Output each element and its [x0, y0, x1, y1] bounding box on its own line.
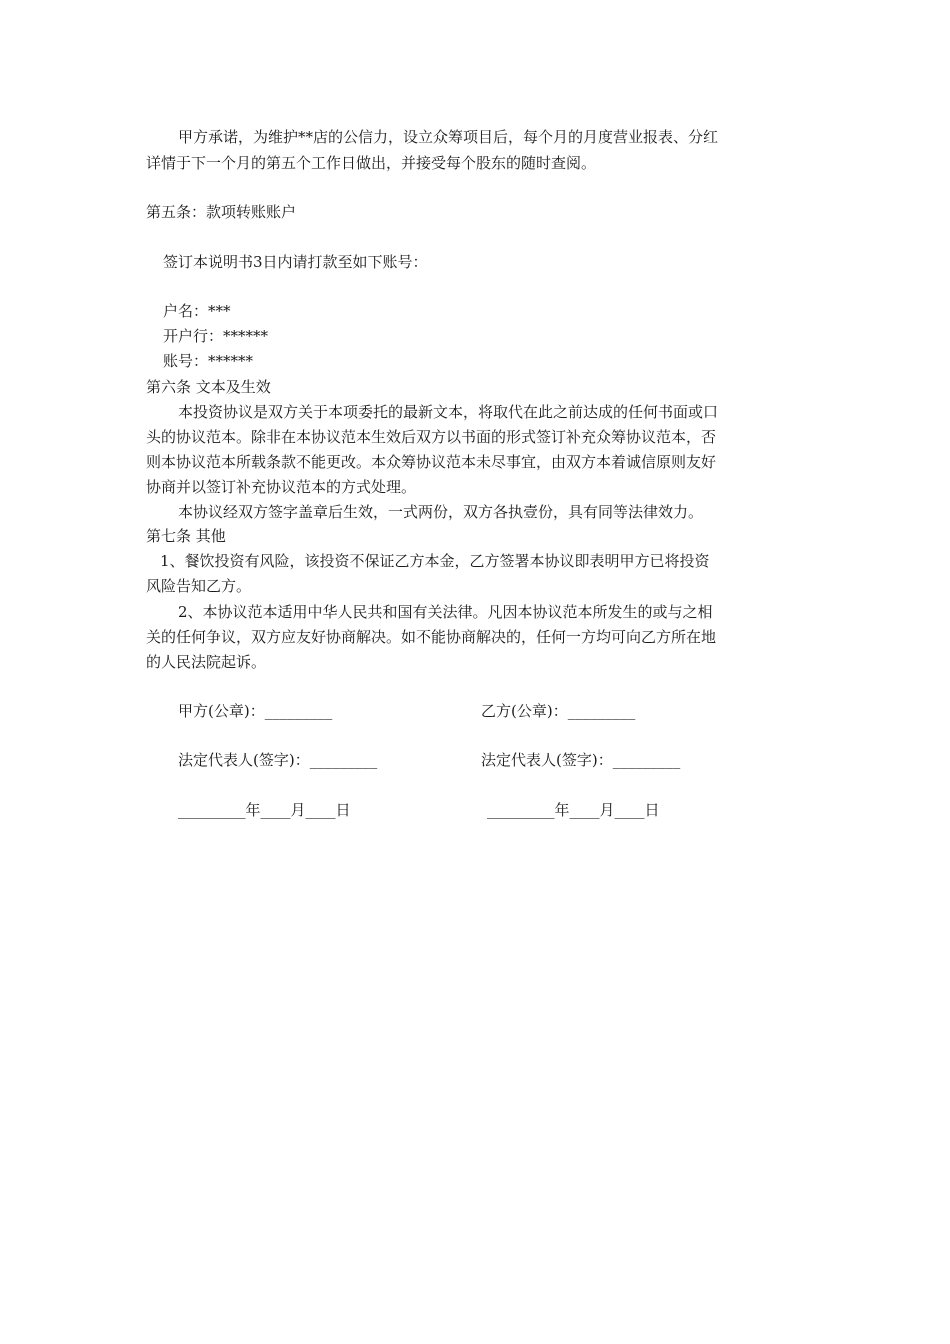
party-b-date: _________年____月____日: [487, 801, 660, 819]
article7-item1-line1: 1、餐饮投资有风险，该投资不保证乙方本金，乙方签署本协议即表明甲方已将投资: [160, 552, 710, 570]
article6-heading: 第六条 文本及生效: [146, 378, 271, 396]
account-name: 户名：***: [163, 302, 231, 320]
article7-item1-line2: 风险告知乙方。: [146, 577, 252, 595]
para1-line1: 甲方承诺，为维护**店的公信力，设立众筹项目后，每个月的月度营业报表、分红: [178, 128, 719, 146]
account-bank: 开户行：******: [163, 327, 269, 345]
article6-p1-line2: 头的协议范本。除非在本协议范本生效后双方以书面的形式签订补充众筹协议范本，否: [146, 428, 717, 446]
party-a-date: _________年____月____日: [178, 801, 351, 819]
account-number: 账号：******: [163, 352, 254, 370]
article7-heading: 第七条 其他: [146, 527, 226, 545]
article7-item2-line2: 关的任何争议，双方应友好协商解决。如不能协商解决的，任何一方均可向乙方所在地: [146, 628, 717, 646]
party-a-representative: 法定代表人(签字)：_________: [178, 751, 378, 769]
article6-p2: 本协议经双方签字盖章后生效，一式两份，双方各执壹份，具有同等法律效力。: [178, 503, 704, 521]
para1-line2: 详情于下一个月的第五个工作日做出，并接受每个股东的随时查阅。: [146, 154, 597, 172]
article6-p1-line1: 本投资协议是双方关于本项委托的最新文本，将取代在此之前达成的任何书面或口: [178, 403, 719, 421]
article7-item2-line3: 的人民法院起诉。: [146, 653, 267, 671]
article6-p1-line3: 则本协议范本所载条款不能更改。本众筹协议范本未尽事宜，由双方本着诚信原则友好: [146, 453, 717, 471]
article5-heading: 第五条：款项转账账户: [146, 203, 297, 221]
party-b-seal: 乙方(公章)：_________: [481, 702, 636, 720]
article5-intro: 签订本说明书3日内请打款至如下账号：: [163, 253, 428, 271]
party-a-seal: 甲方(公章)：_________: [178, 702, 333, 720]
party-b-representative: 法定代表人(签字)：_________: [481, 751, 681, 769]
article7-item2-line1: 2、本协议范本适用中华人民共和国有关法律。凡因本协议范本所发生的或与之相: [178, 603, 713, 621]
article6-p1-line4: 协商并以签订补充协议范本的方式处理。: [146, 478, 417, 496]
